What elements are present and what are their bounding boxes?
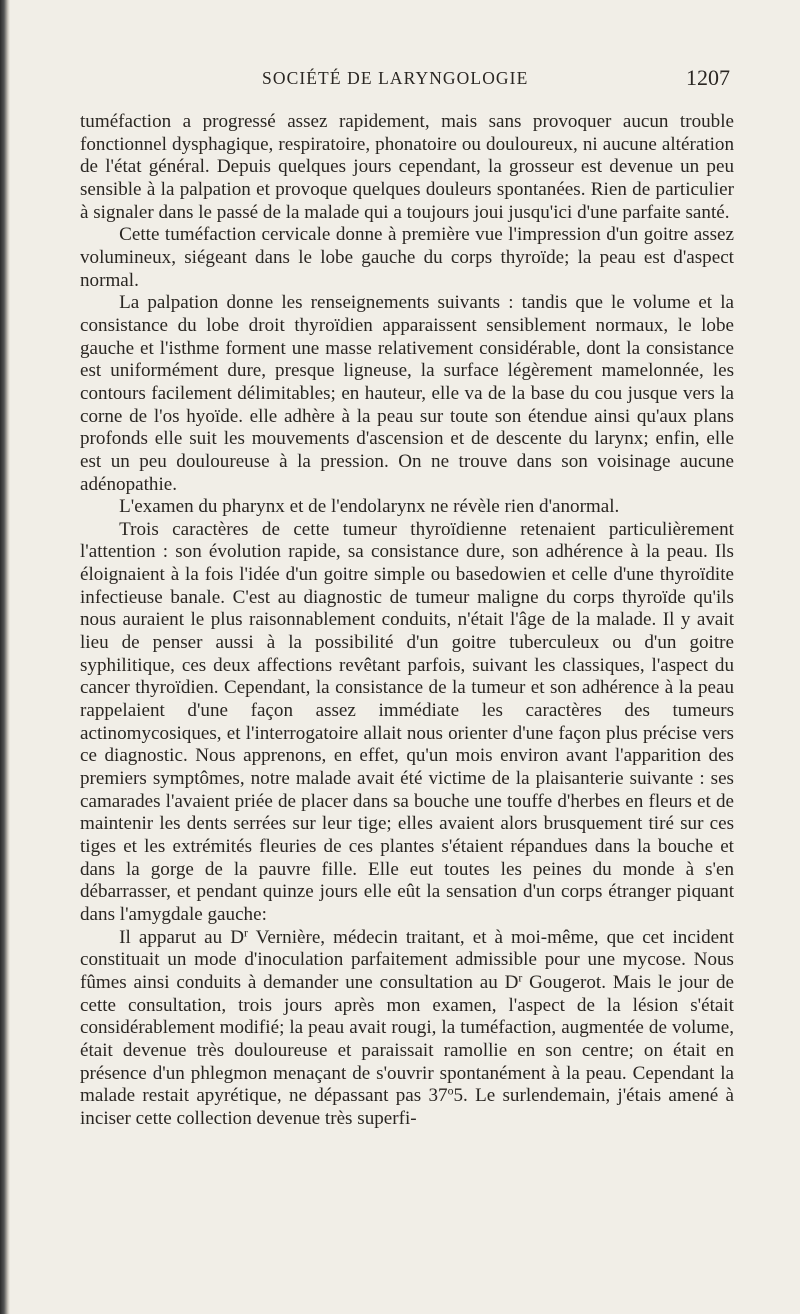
paragraph: Trois caractères de cette tumeur thyroïdienne retenaient particulièrement l'attention : son évolution rapide, sa consistance dure, son adhérence à la peau. Ils éloignaient à la fois l'idée d'un goitre simple ou basedowien et celle d'une thyroïdite infectieuse banale. C'est au diagnostic de tumeur maligne du corps thyroïde qu'ils nous auraient le plus raisonnablement conduits, n'était l'âge de la malade. Il y avait lieu de penser aussi à la possibilité d'un goitre tuberculeux ou d'un goitre syphilitique, ces deux affections revêtant parfois, suivant les classiques, l'aspect du cancer thyroïdien. Cependant, la consistance de la tumeur et son adhérence à la peau rappelaient d'une façon assez immédiate les caractères des tumeurs actinomycosiques, et l'interrogatoire allait nous orienter d'une façon plus précise vers ce diagnostic. Nous apprenons, en effet, qu'un mois environ avant l'apparition des premiers symptômes, notre malade avait été victime de la plaisanterie suivante : ses camarades l'avaient priée de placer dans sa bouche une touffe d'herbes en fleurs et de maintenir les dents serrées sur leur tige; elles avaient alors brusquement tiré sur ces tiges et les extrémités fleuries de ces plantes s'étaient répandues dans la bouche et dans la gorge de la pauvre fille. Elle eut toutes les peines du monde à s'en débarrasser, et pendant quinze jours elle eût la sensation d'un corps étranger piquant dans l'amygdale gauche: — [80, 518, 734, 925]
scan-edge — [0, 0, 10, 1314]
paragraph — [80, 927, 734, 1131]
page-header — [110, 65, 730, 98]
text-run: 5. Le surlendemain, j'étais amené à inciser cette collection devenue très superfi- — [80, 1085, 734, 1129]
paragraph-continued: tuméfaction a progressé assez rapidement, mais sans provoquer aucun trouble fonctionnel dysphagique, respiratoire, phonatoire ou douloureux, ni aucune altération de l'état général. Depuis quelques jours cependant, la grosseur est devenue un peu sensible à la palpation et provoque quelques douleurs spontanées. Rien de particulier à signaler dans le passé de la malade qui a toujours joui jusqu'ici d'une parfaite santé. — [80, 111, 734, 223]
superscript: r — [244, 925, 248, 940]
text-run: Il apparut au D — [119, 926, 244, 948]
paragraph: Cette tuméfaction cervicale donne à première vue l'impression d'un goitre assez volumineux, siégeant dans le lobe gauche du corps thyroïde; la peau est d'aspect normal. — [80, 224, 734, 291]
text-run: Gougerot. Mais le jour de cette consultation, trois jours après mon examen, l'aspect de la lésion s'était considérablement modifié; la peau avait rougi, la tuméfaction, augmentée de volume, était devenue très douloureuse et paraissait ramollie en son centre; on était en présence d'un phlegmon menaçant de s'ouvrir spontanément à la peau. Cependant la malade restait apyrétique, ne dépassant pas 37 — [80, 971, 734, 1107]
paragraph: L'examen du pharynx et de l'endolarynx ne révèle rien d'anormal. — [119, 496, 620, 518]
superscript: r — [518, 970, 523, 985]
page-number: 1207 — [686, 65, 730, 90]
text-run: Vernière, médecin traitant, et à moi-même, que cet incident constituait un mode d'inoculation parfaitement admissible pour une mycose. Nous fûmes ainsi conduits à demander une consultation au D — [80, 926, 734, 993]
superscript: o — [447, 1083, 454, 1098]
paragraph: La palpation donne les renseignements suivants : tandis que le volume et la consistance du lobe droit thyroïdien apparaissent sensiblement normaux, le lobe gauche et l'isthme forment une masse relativement considérable, dont la consistance est uniformément dure, presque ligneuse, la surface légèrement mamelonnée, les contours facilement délimitables; en hauteur, elle va de la base du cou jusque vers la corne de l'os hyoïde. elle adhère à la peau sur toute son étendue ainsi qu'aux plans profonds elle suit les mouvements d'ascension et de descente du larynx; enfin, elle est un peu douloureuse à la pression. On ne trouve dans son voisinage aucune adénopathie. — [80, 292, 734, 495]
running-head: SOCIÉTÉ DE LARYNGOLOGIE — [262, 68, 529, 88]
body-text — [80, 111, 734, 1131]
